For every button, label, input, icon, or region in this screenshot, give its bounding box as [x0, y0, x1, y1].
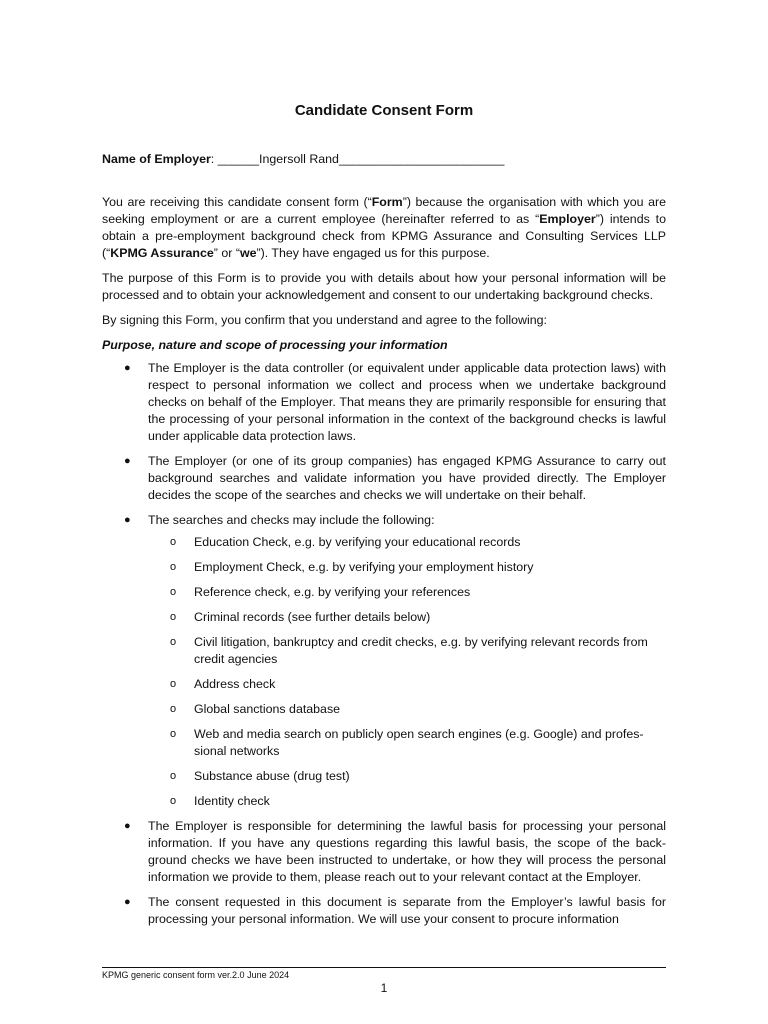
check-text: Identity check	[194, 794, 270, 808]
sub-bullet-icon: o	[170, 611, 177, 623]
bullet-icon: ●	[124, 455, 131, 467]
check-item	[148, 634, 666, 668]
employer-blank-after: ________________________	[338, 152, 505, 166]
sub-bullet-icon: o	[170, 703, 177, 715]
sub-bullet-icon: o	[170, 561, 177, 573]
checks-list	[148, 534, 666, 810]
employer-label: Name of Employer	[102, 152, 211, 166]
section-heading: Purpose, nature and scope of processing your information	[102, 338, 448, 352]
check-text: Web and media search on publicly open search engines (e.g. Google) and profes-sional networks	[194, 727, 644, 758]
bullet-text: The Employer (or one of its group companies) has engaged KPMG Assurance to carry out background searches and validate information you have provided directly. The Employer decides the scope of the searches and checks we will undertake on their behalf.	[148, 454, 666, 502]
page-footer: KPMG generic consent form ver.2.0 June 2024	[102, 967, 666, 980]
bullet-text: The Employer is responsible for determining the lawful basis for processing your personal information. If you have any questions regarding this lawful basis, the scope of the back-ground checks we have been instructed to undertake, or how they will process the personal information we provide to them, please reach out to your relevant contact at the Employer.	[148, 819, 666, 884]
bullet-item-checks	[102, 512, 666, 810]
term-we: we	[239, 246, 257, 260]
sub-bullet-icon: o	[170, 678, 177, 690]
bullet-text: The Employer is the data controller (or equivalent under applicable data protection laws) with respect to personal information we collect and process when we undertake background checks on behalf of the Employer. That means they are primarily responsible for ensuring that the processing of your personal information in the context of the background checks is lawful under applicable data protection laws.	[148, 361, 666, 443]
bullet-text: The searches and checks may include the following:	[148, 513, 435, 527]
check-text: Civil litigation, bankruptcy and credit checks, e.g. by verifying relevant records from credit agencies	[194, 635, 648, 666]
bullet-icon: ●	[124, 820, 131, 832]
bullet-icon: ●	[124, 896, 131, 908]
bullet-icon: ●	[124, 362, 131, 374]
bullet-list	[102, 360, 666, 928]
agreement-paragraph: By signing this Form, you confirm that you understand and agree to the following:	[102, 313, 547, 327]
term-form: Form	[371, 195, 403, 209]
term-employer: Employer	[539, 212, 596, 226]
check-text: Criminal records (see further details below)	[194, 610, 431, 624]
check-item	[148, 768, 666, 785]
check-text: Address check	[194, 677, 276, 691]
page-title: Candidate Consent Form	[294, 102, 474, 119]
employer-line	[102, 151, 666, 168]
sub-bullet-icon: o	[170, 586, 177, 598]
document-page	[102, 0, 666, 1024]
consent-body	[102, 194, 666, 936]
employer-blank-before: ______	[217, 152, 260, 166]
sub-bullet-icon: o	[170, 795, 177, 807]
bullet-icon: ●	[124, 514, 131, 526]
sub-bullet-icon: o	[170, 636, 177, 648]
check-item	[148, 701, 666, 718]
page-number: 1	[380, 981, 388, 995]
check-text: Employment Check, e.g. by verifying your employment history	[194, 560, 534, 574]
check-item	[148, 793, 666, 810]
check-text: Substance abuse (drug test)	[194, 769, 350, 783]
check-text: Education Check, e.g. by verifying your educational records	[194, 535, 521, 549]
bullet-item-data-controller	[102, 360, 666, 445]
bullet-item-engagement	[102, 453, 666, 504]
intro-text: ” or “	[213, 246, 240, 260]
employer-name: Ingersoll Rand	[259, 152, 339, 166]
check-item	[148, 676, 666, 693]
check-item	[148, 726, 666, 760]
check-item	[148, 584, 666, 601]
intro-text: You are receiving this candidate consent form (“	[102, 195, 372, 209]
check-item	[148, 559, 666, 576]
check-item	[148, 609, 666, 626]
intro-paragraph	[102, 194, 666, 262]
sub-bullet-icon: o	[170, 770, 177, 782]
bullet-text: The consent requested in this document is separate from the Employer’s lawful basis for processing your personal information. We will use your consent to procure information	[148, 895, 666, 926]
intro-text: ”). They have engaged us for this purpose.	[256, 246, 490, 260]
intro-text: ”) because the organisation with which you are seeking employment or are a current employee (hereinafter referred to as “	[102, 195, 666, 226]
bullet-item-consent	[102, 894, 666, 928]
check-text: Global sanctions database	[194, 702, 341, 716]
intro-text: ”) intends to obtain a pre-employment background check from KPMG Assurance and Consulting Services LLP (“	[102, 212, 666, 260]
bullet-item-lawful-basis	[102, 818, 666, 886]
employer-colon: :	[210, 152, 218, 166]
term-kpmg-assurance: KPMG Assurance	[110, 246, 214, 260]
sub-bullet-icon: o	[170, 536, 177, 548]
check-text: Reference check, e.g. by verifying your references	[194, 585, 471, 599]
check-item	[148, 534, 666, 551]
sub-bullet-icon: o	[170, 728, 177, 740]
purpose-paragraph: The purpose of this Form is to provide you with details about how your personal information will be processed and to obtain your acknowledgement and consent to our undertaking background checks.	[102, 271, 666, 302]
